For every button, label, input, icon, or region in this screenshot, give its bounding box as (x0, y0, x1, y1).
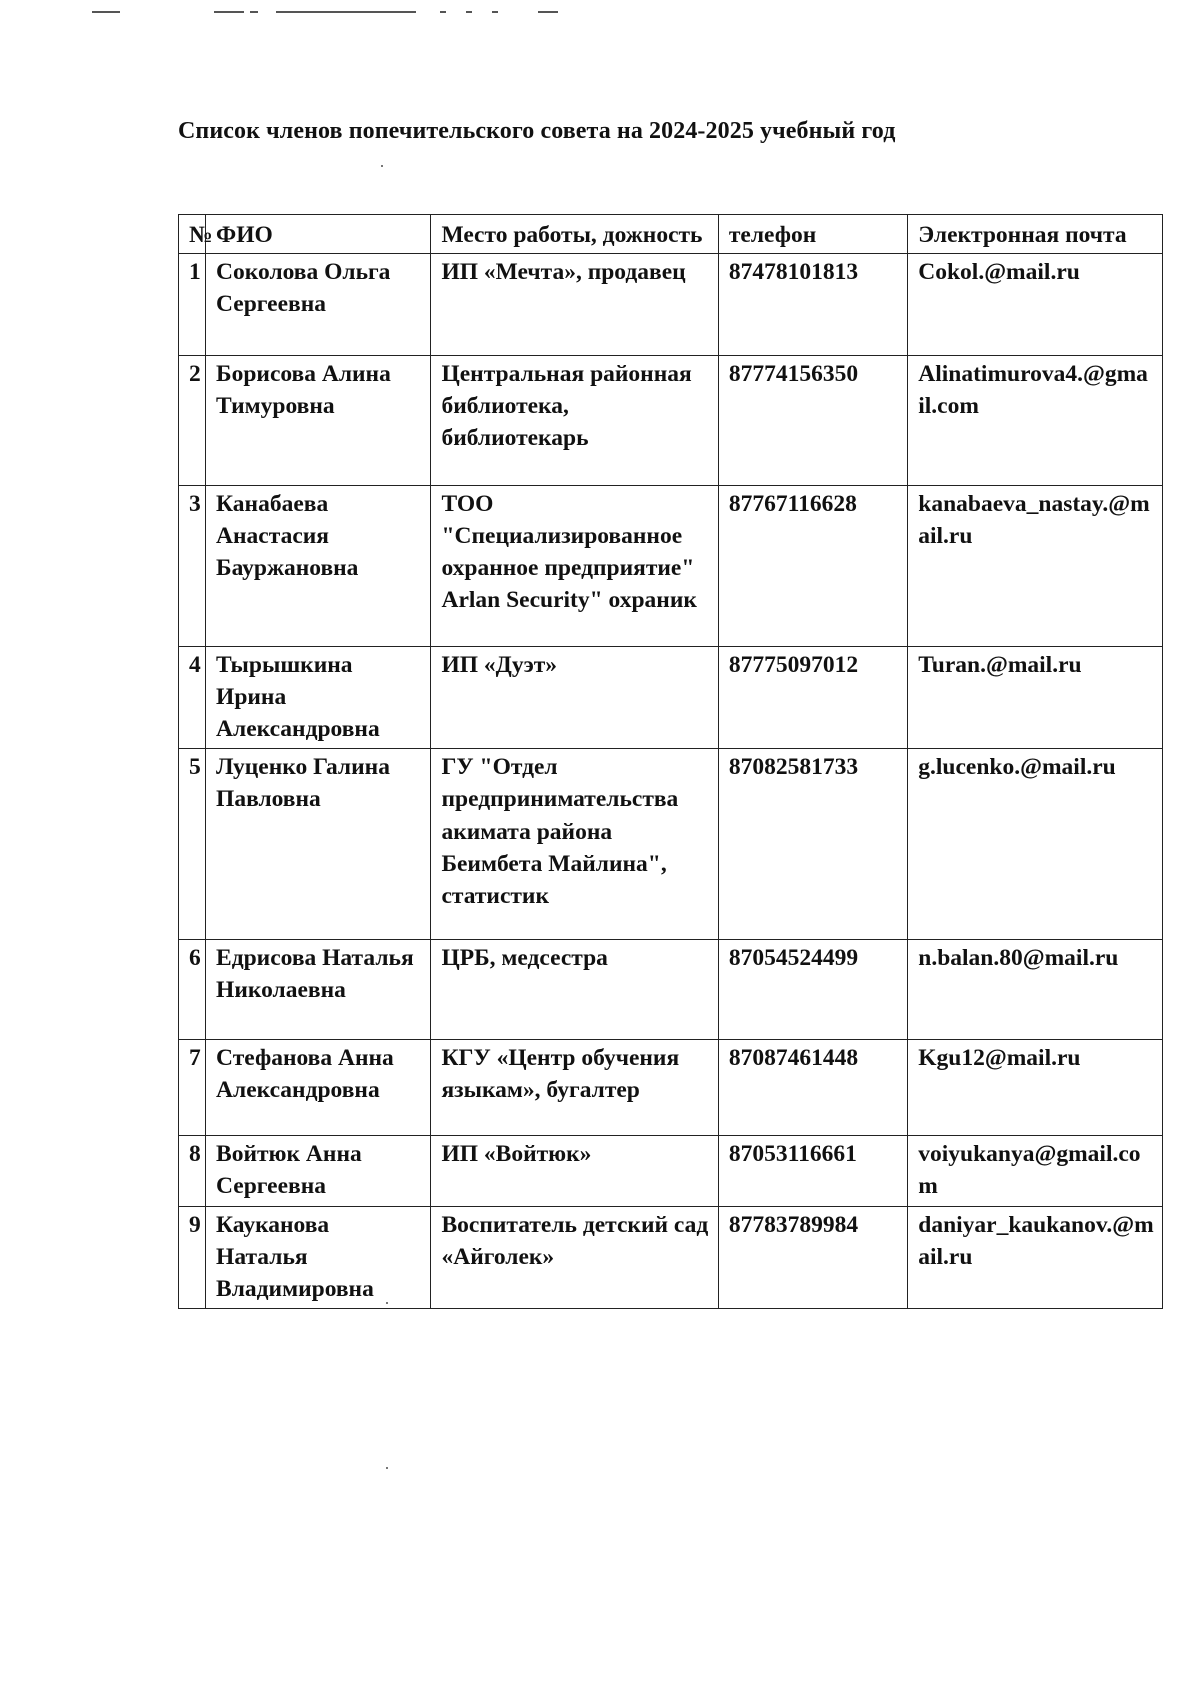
member-name: Борисова Алина Тимуровна (206, 355, 431, 485)
row-number: 8 (179, 1136, 206, 1206)
table-row (179, 253, 1163, 355)
member-workplace: ИП «Мечта», продавец (431, 253, 718, 355)
member-email: Kgu12@mail.ru (908, 1040, 1163, 1136)
table-row (179, 646, 1163, 749)
header-phone: телефон (718, 215, 907, 254)
member-name: Войтюк Анна Сергеевна (206, 1136, 431, 1206)
board-members-table (178, 214, 1163, 1309)
member-email: g.lucenko.@mail.ru (908, 749, 1163, 940)
header-num: № (179, 215, 206, 254)
table-header-row (179, 215, 1163, 254)
member-workplace: ГУ "Отдел предпринимательства акимата района Беимбета Майлина", статистик (431, 749, 718, 940)
member-phone: 87767116628 (718, 485, 907, 646)
member-name: Луценко Галина Павловна (206, 749, 431, 940)
member-workplace: ТОО "Специализированное охранное предприятие" Arlan Security" охраник (431, 485, 718, 646)
member-phone: 87053116661 (718, 1136, 907, 1206)
page-title: Список членов попечительского совета на 2024-2025 учебный год (178, 118, 896, 144)
member-phone: 87087461448 (718, 1040, 907, 1136)
member-name: Кауканова Наталья Владимировна (206, 1206, 431, 1309)
member-workplace: Центральная районная библиотека, библиотекарь (431, 355, 718, 485)
member-workplace: Воспитатель детский сад «Айголек» (431, 1206, 718, 1309)
member-name: Тырышкина Ирина Александровна (206, 646, 431, 749)
member-workplace: ИП «Дуэт» (431, 646, 718, 749)
member-workplace: ИП «Войтюк» (431, 1136, 718, 1206)
table-row (179, 1136, 1163, 1206)
table-row (179, 940, 1163, 1040)
member-name: Едрисова Наталья Николаевна (206, 940, 431, 1040)
member-workplace: КГУ «Центр обучения языкам», бугалтер (431, 1040, 718, 1136)
scan-speck (381, 165, 383, 167)
member-phone: 87775097012 (718, 646, 907, 749)
member-email: Cokol.@mail.ru (908, 253, 1163, 355)
member-phone: 87054524499 (718, 940, 907, 1040)
member-name: Соколова Ольга Сергеевна (206, 253, 431, 355)
table-row (179, 1040, 1163, 1136)
member-email: daniyar_kaukanov.@mail.ru (908, 1206, 1163, 1309)
row-number: 6 (179, 940, 206, 1040)
member-workplace: ЦРБ, медсестра (431, 940, 718, 1040)
member-phone: 87783789984 (718, 1206, 907, 1309)
row-number: 4 (179, 646, 206, 749)
row-number: 9 (179, 1206, 206, 1309)
member-phone: 87774156350 (718, 355, 907, 485)
table-row (179, 355, 1163, 485)
table-row (179, 1206, 1163, 1309)
member-email: kanabaeva_nastay.@mail.ru (908, 485, 1163, 646)
member-phone: 87082581733 (718, 749, 907, 940)
member-phone: 87478101813 (718, 253, 907, 355)
scan-speck (386, 1467, 388, 1469)
member-email: voiyukanya@gmail.com (908, 1136, 1163, 1206)
member-email: Alinatimurova4.@gmail.com (908, 355, 1163, 485)
member-email: Turan.@mail.ru (908, 646, 1163, 749)
row-number: 3 (179, 485, 206, 646)
header-name: ФИО (206, 215, 431, 254)
member-email: n.balan.80@mail.ru (908, 940, 1163, 1040)
scan-artifact-lines (0, 0, 1191, 20)
row-number: 1 (179, 253, 206, 355)
member-name: Канабаева Анастасия Бауржановна (206, 485, 431, 646)
header-work: Место работы, дожность (431, 215, 718, 254)
row-number: 7 (179, 1040, 206, 1136)
table-row (179, 749, 1163, 940)
table-row (179, 485, 1163, 646)
member-name: Стефанова Анна Александровна (206, 1040, 431, 1136)
row-number: 2 (179, 355, 206, 485)
header-email: Электронная почта (908, 215, 1163, 254)
row-number: 5 (179, 749, 206, 940)
